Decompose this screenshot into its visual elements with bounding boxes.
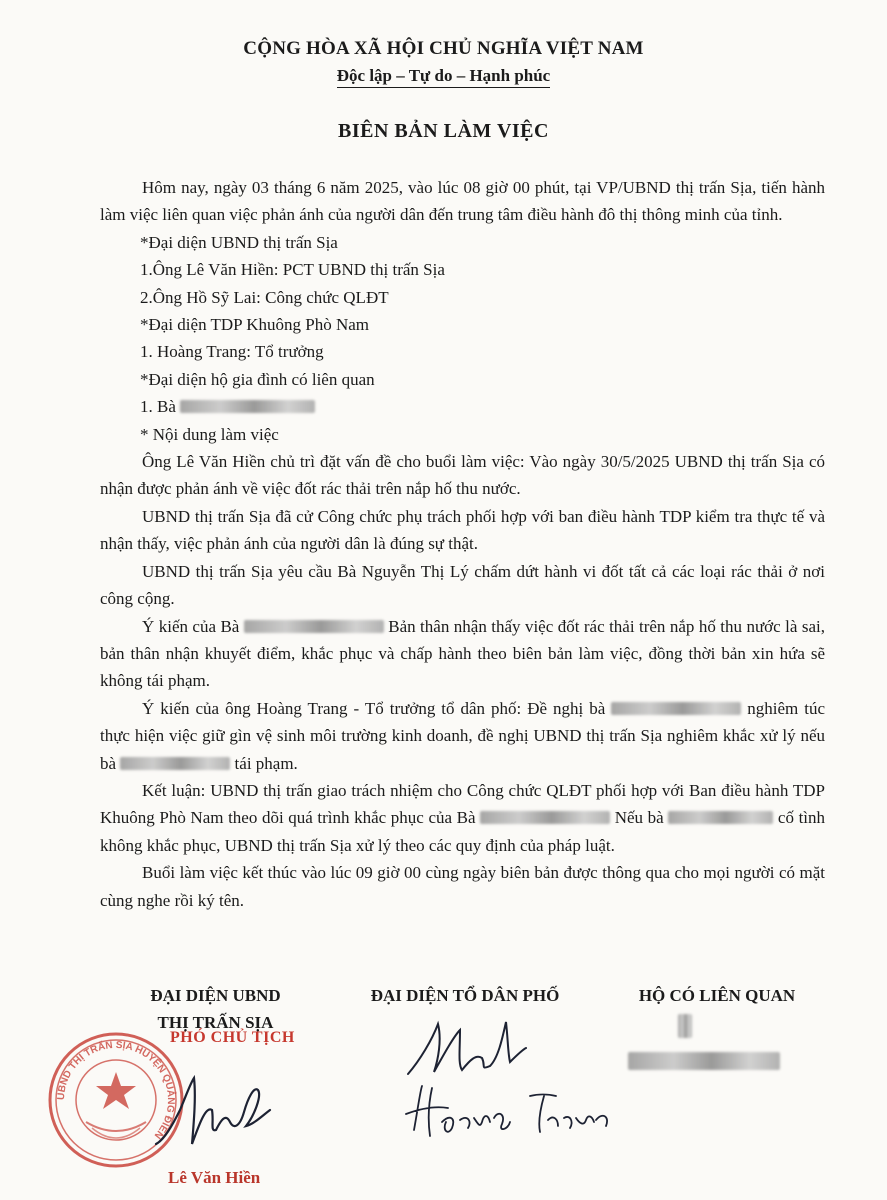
paragraph-6: Kết luận: UBND thị trấn giao trách nhiệm cho Công chức QLĐT phối hợp với Ban điều hành TDP Khuông Phò Nam theo dõi quá trình khắc phục của Bà Nếu bà cố tình không khắc phục, UBND thị trấn Sịa xử lý theo các quy định của pháp luật. (100, 780, 826, 855)
redacted-signature (678, 1014, 692, 1038)
tdp-member: 1. Hoàng Trang: Tổ trưởng (140, 342, 324, 362)
vice-chairman-title: PHÓ CHỦ TỊCH (170, 1029, 295, 1046)
signature-block-household: HỘ CÓ LIÊN QUAN (638, 986, 796, 1005)
redacted-name (244, 620, 384, 633)
document-title: BIÊN BẢN LÀM VIỆC (338, 120, 549, 142)
paragraph-7: Buổi làm việc kết thúc vào lúc 09 giờ 00 cùng ngày biên bản được thông qua cho mọi người có mặt cùng nghe rồi ký tên. (100, 863, 825, 910)
paragraph-2: UBND thị trấn Sịa đã cử Công chức phụ trách phối hợp với ban điều hành TDP kiểm tra thực tế và nhận thấy, việc phản ánh của người dân là đúng sự thật. (100, 506, 825, 554)
household-member-line (100, 393, 825, 420)
content-heading: * Nội dung làm việc (140, 424, 279, 444)
national-header (0, 38, 887, 88)
paragraph-3: UBND thị trấn Sịa yêu cầu Bà Nguyễn Thị Lý chấm dứt hành vi đốt tất cả các loại rác thải ở nơi công cộng. (100, 561, 825, 609)
redacted-name (668, 811, 773, 824)
vice-chairman-name: Lê Văn Hiền (168, 1168, 261, 1187)
member-1: 1.Ông Lê Văn Hiền: PCT UBND thị trấn Sịa (140, 260, 445, 280)
rep-tdp-heading: *Đại diện TDP Khuông Phò Nam (140, 315, 370, 335)
redacted-name (611, 702, 741, 715)
signature-block-tdp: ĐẠI DIỆN TỔ DÂN PHỐ (370, 986, 560, 1005)
stamp-text: UBND THỊ TRẤN SỊA HUYỆN QUẢNG ĐIỀN (55, 1039, 177, 1141)
redacted-household-name (628, 1052, 780, 1070)
intro-paragraph: Hôm nay, ngày 03 tháng 6 năm 2025, vào lúc 08 giờ 00 phút, tại VP/UBND thị trấn Sịa, tiến hành làm việc liên quan việc phản ánh của người dân đến trung tâm điều hành đô thị thông minh của tỉnh. (100, 178, 825, 225)
paragraph-4: Ý kiến của Bà Bản thân nhận thấy việc đốt rác thải trên nắp hố thu nước là sai, bản thân nhận khuyết điểm, khắc phục và chấp hành theo biên bản làm việc, đồng thời bản xin hứa sẽ không tái phạm. (100, 616, 825, 691)
paragraph-5: Ý kiến của ông Hoàng Trang - Tổ trưởng tổ dân phố: Đề nghị bà nghiêm túc thực hiện việc giữ gìn vệ sinh môi trường kinh doanh, đề nghị UBND thị trấn Sịa nghiêm khắc xử lý nếu bà tái phạm. (100, 698, 826, 773)
member-2: 2.Ông Hồ Sỹ Lai: Công chức QLĐT (140, 287, 389, 307)
ubnd-heading-line-1: ĐẠI DIỆN UBND (150, 986, 281, 1005)
national-motto: Độc lập – Tự do – Hạnh phúc (337, 66, 550, 88)
redacted-name (480, 811, 610, 824)
rep-ubnd-heading: *Đại diện UBND thị trấn Sịa (140, 232, 338, 252)
document-body (100, 174, 825, 914)
ubnd-heading-line-2: THỊ TRẤN SỊA (157, 1013, 274, 1032)
redacted-name (120, 757, 230, 770)
household-member-label: 1. Bà (140, 397, 176, 417)
nation-title: CỘNG HÒA XÃ HỘI CHỦ NGHĨA VIỆT NAM (243, 38, 644, 59)
tdp-signature (398, 1010, 618, 1150)
vice-chairman-signature (150, 1066, 280, 1156)
rep-household-heading: *Đại diện hộ gia đình có liên quan (140, 369, 375, 389)
paragraph-1: Ông Lê Văn Hiền chủ trì đặt vấn đề cho buổi làm việc: Vào ngày 30/5/2025 UBND thị trấn Sịa có nhận được phản ánh về việc đốt rác thải trên nắp hố thu nước. (100, 452, 825, 499)
signature-block-ubnd (128, 982, 303, 1036)
redacted-name (180, 400, 315, 413)
